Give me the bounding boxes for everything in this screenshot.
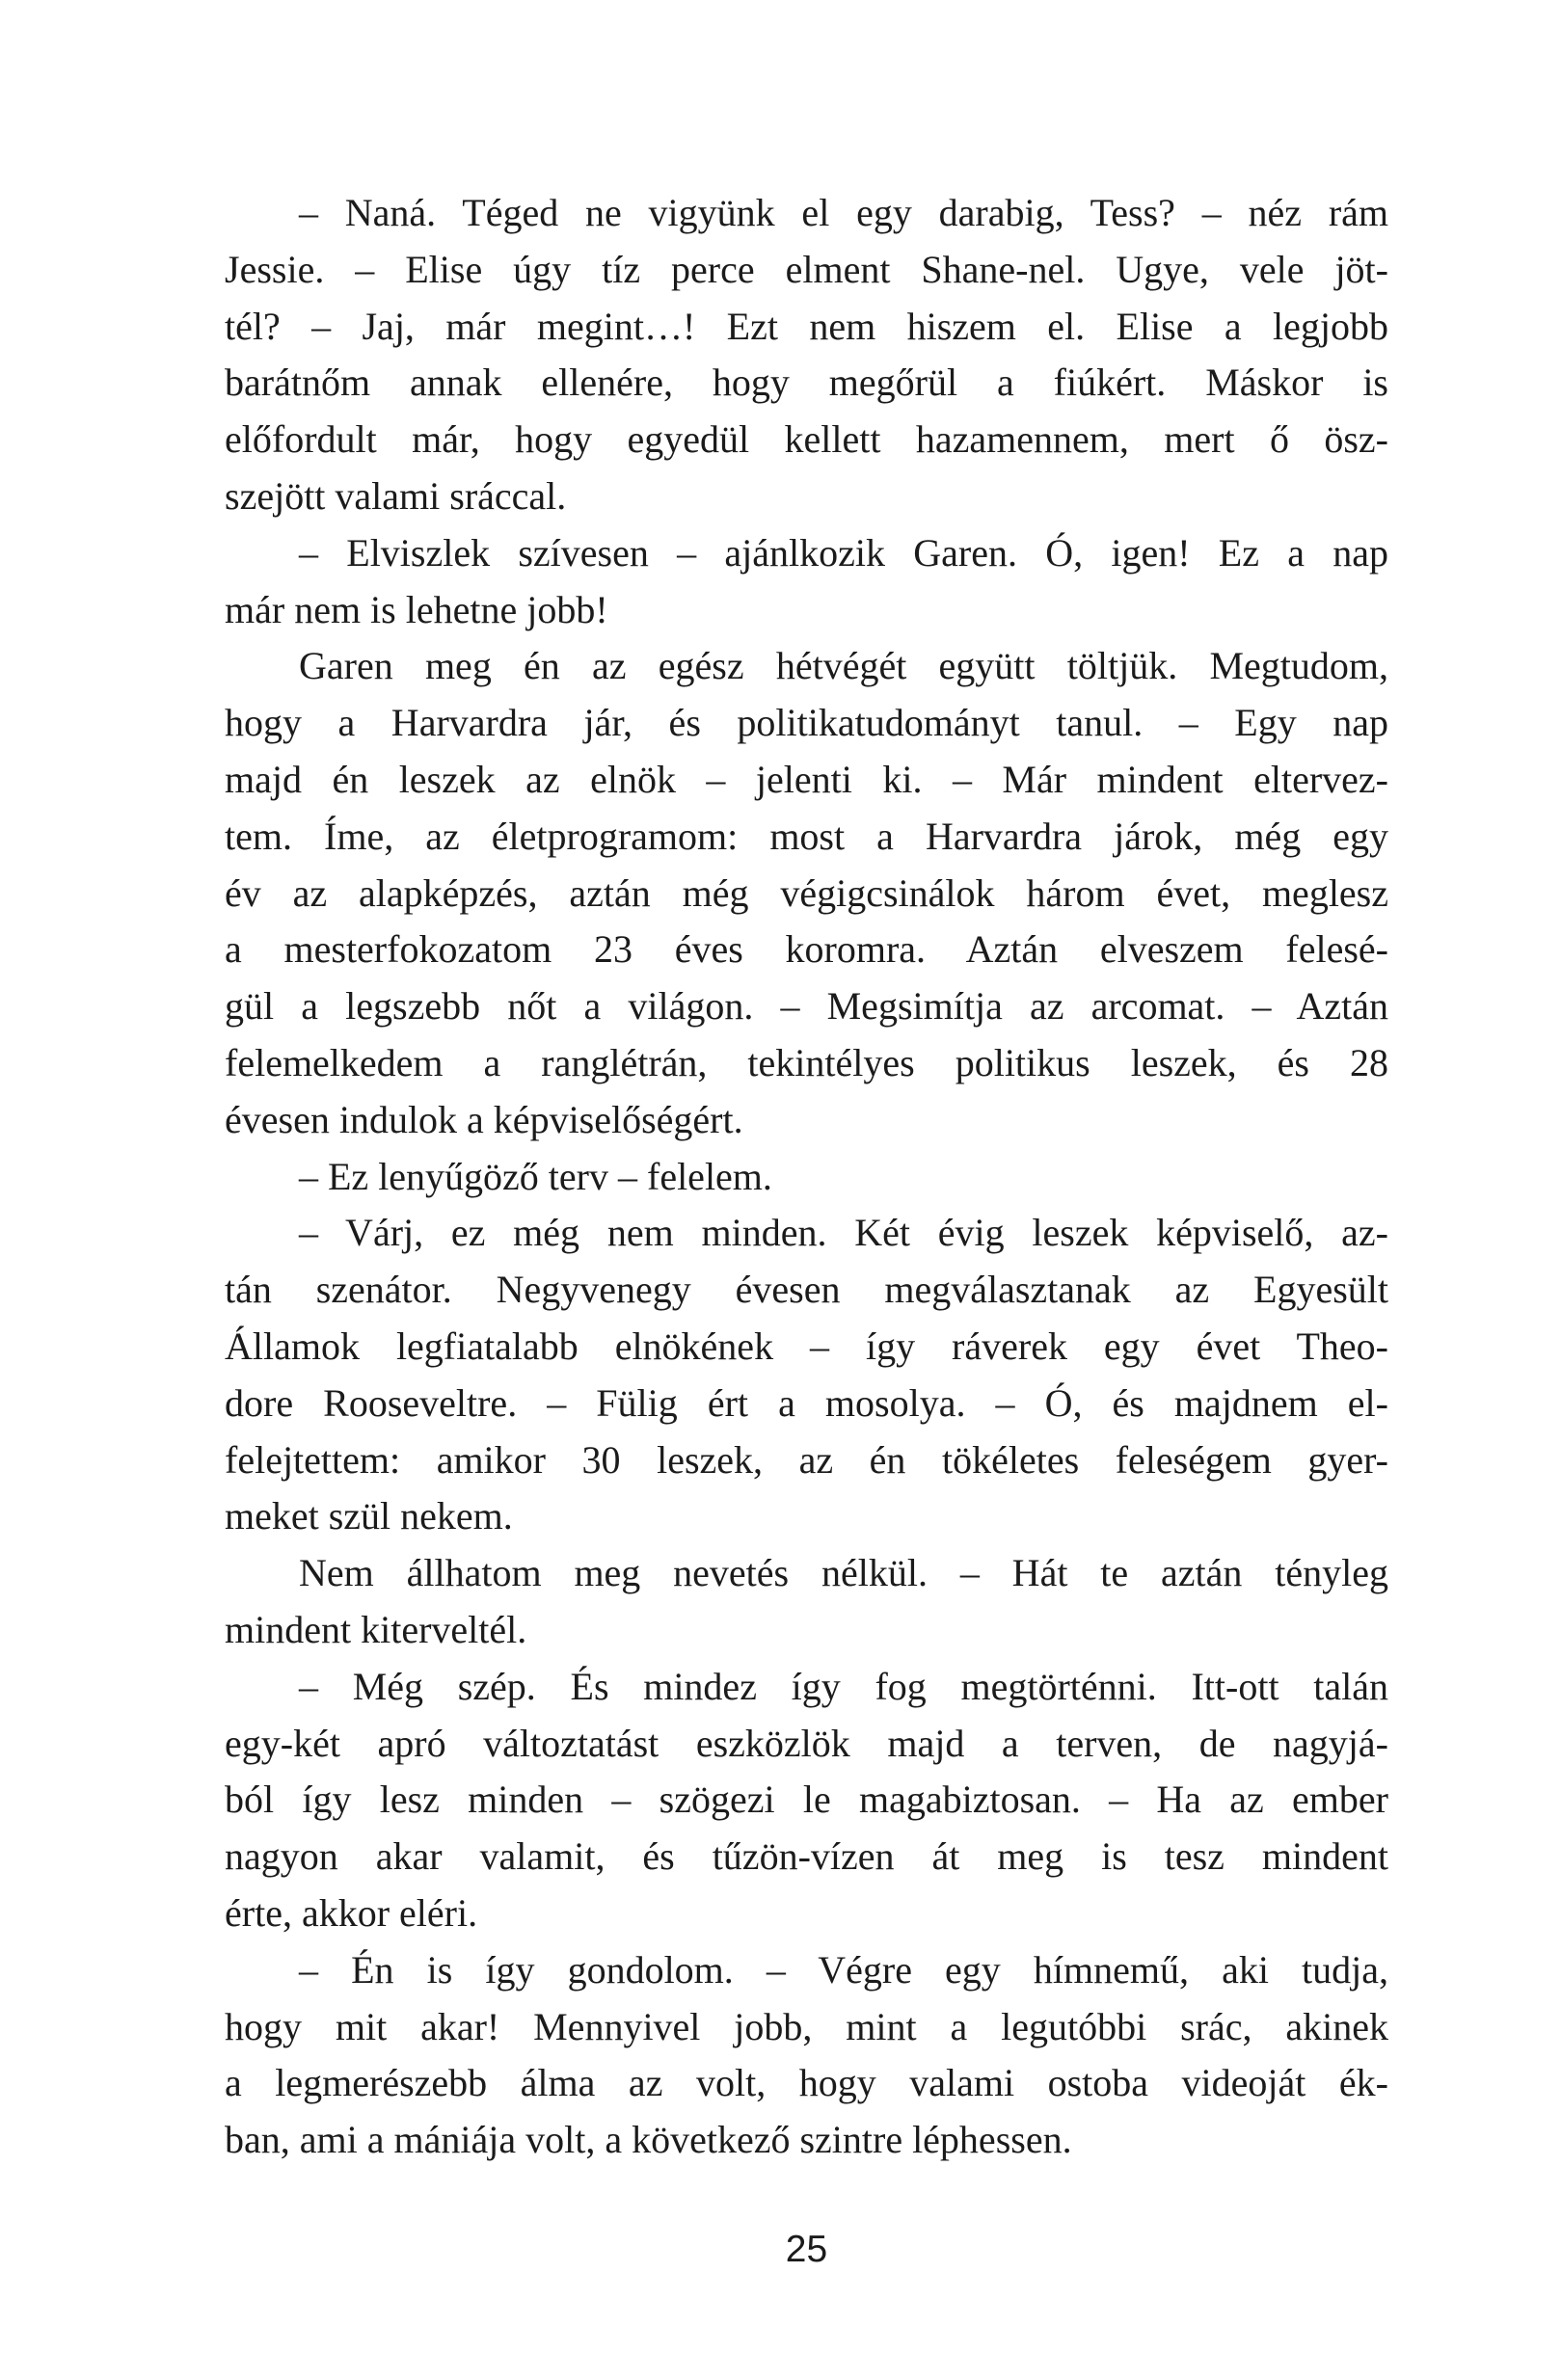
text-line: ban, ami a mániája volt, a következő szintre léphessen.	[225, 2118, 1072, 2162]
text-line: a legmerészebb álma az volt, hogy valami ostoba videoját ék-	[225, 2061, 1388, 2105]
text-line: Jessie. – Elise úgy tíz perce elment Shane-nel. Ugye, vele jöt-	[225, 247, 1388, 291]
paragraph	[225, 185, 1388, 525]
text-line: meket szül nekem.	[225, 1494, 513, 1538]
paragraph	[225, 1205, 1388, 1545]
text-line: – Várj, ez még nem minden. Két évig leszek képviselő, az-	[299, 1211, 1388, 1255]
text-line: Garen meg én az egész hétvégét együtt töltjük. Megtudom,	[299, 644, 1388, 688]
text-line: – Naná. Téged ne vigyünk el egy darabig, Tess? – néz rám	[299, 191, 1388, 234]
text-line: hogy a Harvardra jár, és politikatudományt tanul. – Egy nap	[225, 701, 1388, 745]
text-line: már nem is lehetne jobb!	[225, 587, 608, 631]
text-line: Nem állhatom meg nevetés nélkül. – Hát te aztán tényleg	[299, 1551, 1388, 1595]
text-line: dore Rooseveltre. – Fülig ért a mosolya. – Ó, és majdnem el-	[225, 1380, 1388, 1425]
text-line: szejött valami sráccal.	[225, 473, 567, 518]
text-line: Államok legfiatalabb elnökének – így ráverek egy évet Theo-	[225, 1324, 1388, 1368]
text-line: felejtettem: amikor 30 leszek, az én tökéletes feleségem gyer-	[225, 1437, 1388, 1482]
paragraph	[225, 525, 1388, 639]
text-line: mindent kiterveltél.	[225, 1607, 527, 1651]
text-line: – Ez lenyűgöző terv – felelem.	[299, 1154, 772, 1198]
text-line: – Én is így gondolom. – Végre egy hímnemű, aki tudja,	[299, 1947, 1388, 1992]
text-line: a mesterfokozatom 23 éves koromra. Aztán elveszem felesé-	[225, 927, 1388, 972]
text-line: majd én leszek az elnök – jelenti ki. – Már mindent eltervez-	[225, 757, 1388, 801]
paragraph	[225, 1149, 1388, 1206]
text-line: tán szenátor. Negyvenegy évesen megválasztanak az Egyesült	[225, 1268, 1388, 1312]
body-text	[225, 185, 1388, 2169]
text-line: előfordult már, hogy egyedül kellett hazamennem, mert ő ösz-	[225, 417, 1388, 462]
text-line: ból így lesz minden – szögezi le magabiztosan. – Ha az ember	[225, 1778, 1388, 1822]
page-number: 25	[785, 2229, 828, 2270]
paragraph	[225, 1545, 1388, 1659]
text-line: barátnőm annak ellenére, hogy megőrül a fiúkért. Máskor is	[225, 361, 1388, 405]
text-line: tem. Íme, az életprogramom: most a Harvardra járok, még egy	[225, 814, 1388, 858]
text-line: év az alapképzés, aztán még végigcsinálok három évet, meglesz	[225, 870, 1388, 915]
text-line: egy-két apró változtatást eszközlök majd a terven, de nagyjá-	[225, 1721, 1388, 1765]
paragraph	[225, 1942, 1388, 2169]
text-line: felemelkedem a ranglétrán, tekintélyes politikus leszek, és 28	[225, 1040, 1388, 1084]
text-line: érte, akkor eléri.	[225, 1890, 478, 1935]
paragraph	[225, 638, 1388, 1148]
text-line: – Még szép. És mindez így fog megtörténni. Itt-ott talán	[299, 1664, 1388, 1708]
text-line: tél? – Jaj, már megint…! Ezt nem hiszem el. Elise a legjobb	[225, 304, 1388, 348]
text-line: – Elviszlek szívesen – ajánlkozik Garen. Ó, igen! Ez a nap	[299, 530, 1388, 575]
text-line: hogy mit akar! Mennyivel jobb, mint a legutóbbi srác, akinek	[225, 2004, 1388, 2048]
paragraph	[225, 1659, 1388, 1942]
text-line: nagyon akar valamit, és tűzön-vízen át meg is tesz mindent	[225, 1834, 1388, 1879]
text-line: évesen indulok a képviselőségért.	[225, 1097, 743, 1141]
text-line: gül a legszebb nőt a világon. – Megsimítja az arcomat. – Aztán	[225, 984, 1388, 1029]
